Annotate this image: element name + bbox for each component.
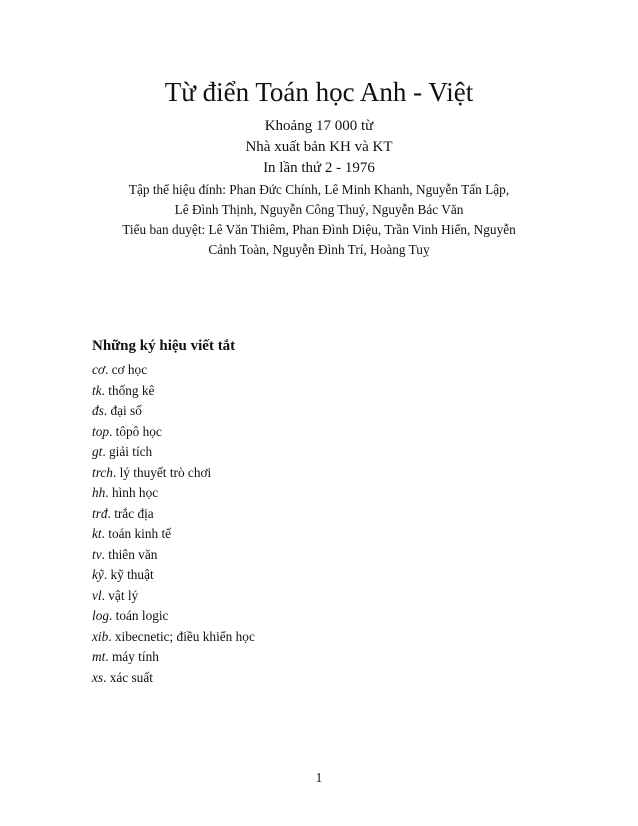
abbreviation-meaning: lý thuyết trò chơi: [119, 464, 212, 480]
abbreviation-code: hh: [92, 485, 106, 500]
abbreviation-meaning: máy tính: [111, 649, 159, 664]
abbreviation-code: cơ: [92, 362, 105, 377]
abbreviation-item: kỹ. kỹ thuật: [92, 567, 154, 582]
abbreviation-list: [92, 360, 255, 688]
abbreviation-meaning: thiên văn: [108, 546, 158, 562]
edition: In lần thứ 2 - 1976: [263, 160, 375, 176]
abbreviation-code: đs: [92, 403, 104, 418]
abbreviation-meaning: vật lý: [108, 587, 139, 603]
editors-line-1: Tập thể hiệu đính: Phan Đức Chính, Lê Minh Khanh, Nguyễn Tấn Lập,: [128, 182, 510, 197]
abbreviation-meaning: giải tích: [109, 444, 153, 459]
abbreviation-item: đs. đại số: [92, 403, 142, 418]
abbreviation-item: xs. xác suất: [92, 669, 153, 685]
document-title: Từ điển Toán học Anh - Việt: [164, 77, 474, 107]
editors-line-2: Lê Đình Thịnh, Nguyễn Công Thuý, Nguyễn Bác Văn: [174, 202, 464, 217]
reviewers-line-1: Tiểu ban duyệt: Lê Văn Thiêm, Phan Đình Diệu, Trần Vinh Hiển, Nguyễn: [122, 222, 516, 237]
reviewers-line-2: Cảnh Toàn, Nguyễn Đình Trí, Hoàng Tuỵ: [208, 242, 430, 257]
abbreviations-heading: Những ký hiệu viết tắt: [92, 338, 236, 354]
abbreviation-item: trđ. trắc địa: [92, 505, 154, 521]
abbreviation-item: log. toán logic: [92, 608, 169, 623]
abbreviation-meaning: đại số: [110, 403, 142, 418]
abbreviation-code: xib: [92, 628, 109, 644]
abbreviation-code: trđ: [92, 505, 108, 521]
word-count: Khoảng 17 000 từ: [264, 118, 374, 134]
abbreviation-meaning: xác suất: [109, 669, 153, 685]
abbreviation-item: cơ. cơ học: [92, 362, 148, 377]
page-number: 1: [315, 770, 323, 785]
abbreviation-code: xs: [92, 669, 104, 685]
abbreviation-meaning: tôpô học: [115, 423, 162, 439]
abbreviation-item: tk. thống kê: [92, 382, 155, 398]
abbreviation-item: gt. giải tích: [92, 444, 153, 459]
abbreviation-code: kỹ: [92, 567, 104, 582]
abbreviation-code: tk: [92, 382, 102, 398]
abbreviation-meaning: kỹ thuật: [110, 567, 154, 582]
abbreviation-meaning: toán kinh tế: [108, 526, 172, 541]
abbreviation-item: tv. thiên văn: [92, 546, 158, 562]
abbreviation-item: mt. máy tính: [92, 649, 159, 664]
abbreviation-code: kt: [92, 526, 102, 541]
abbreviation-meaning: toán logic: [115, 608, 169, 623]
abbreviation-code: vl: [92, 587, 102, 603]
abbreviation-meaning: cơ học: [111, 362, 148, 377]
abbreviation-code: log: [92, 608, 109, 623]
abbreviation-code: trch: [92, 464, 113, 480]
abbreviation-item: trch. lý thuyết trò chơi: [92, 464, 212, 480]
abbreviation-item: kt. toán kinh tế: [92, 526, 172, 541]
abbreviation-meaning: xibecnetic; điều khiển học: [114, 628, 255, 644]
abbreviation-meaning: hình học: [111, 485, 159, 500]
abbreviation-item: xib. xibecnetic; điều khiển học: [92, 628, 255, 644]
abbreviation-meaning: trắc địa: [114, 505, 154, 521]
abbreviation-item: vl. vật lý: [92, 587, 139, 603]
abbreviation-meaning: thống kê: [108, 382, 155, 398]
abbreviation-code: gt: [92, 444, 103, 459]
abbreviation-code: tv: [92, 546, 102, 562]
abbreviation-item: top. tôpô học: [92, 423, 162, 439]
publisher: Nhà xuất bản KH và KT: [245, 139, 393, 155]
abbreviation-code: mt: [92, 649, 106, 664]
abbreviation-code: top: [92, 423, 109, 439]
abbreviation-item: hh. hình học: [92, 485, 159, 500]
